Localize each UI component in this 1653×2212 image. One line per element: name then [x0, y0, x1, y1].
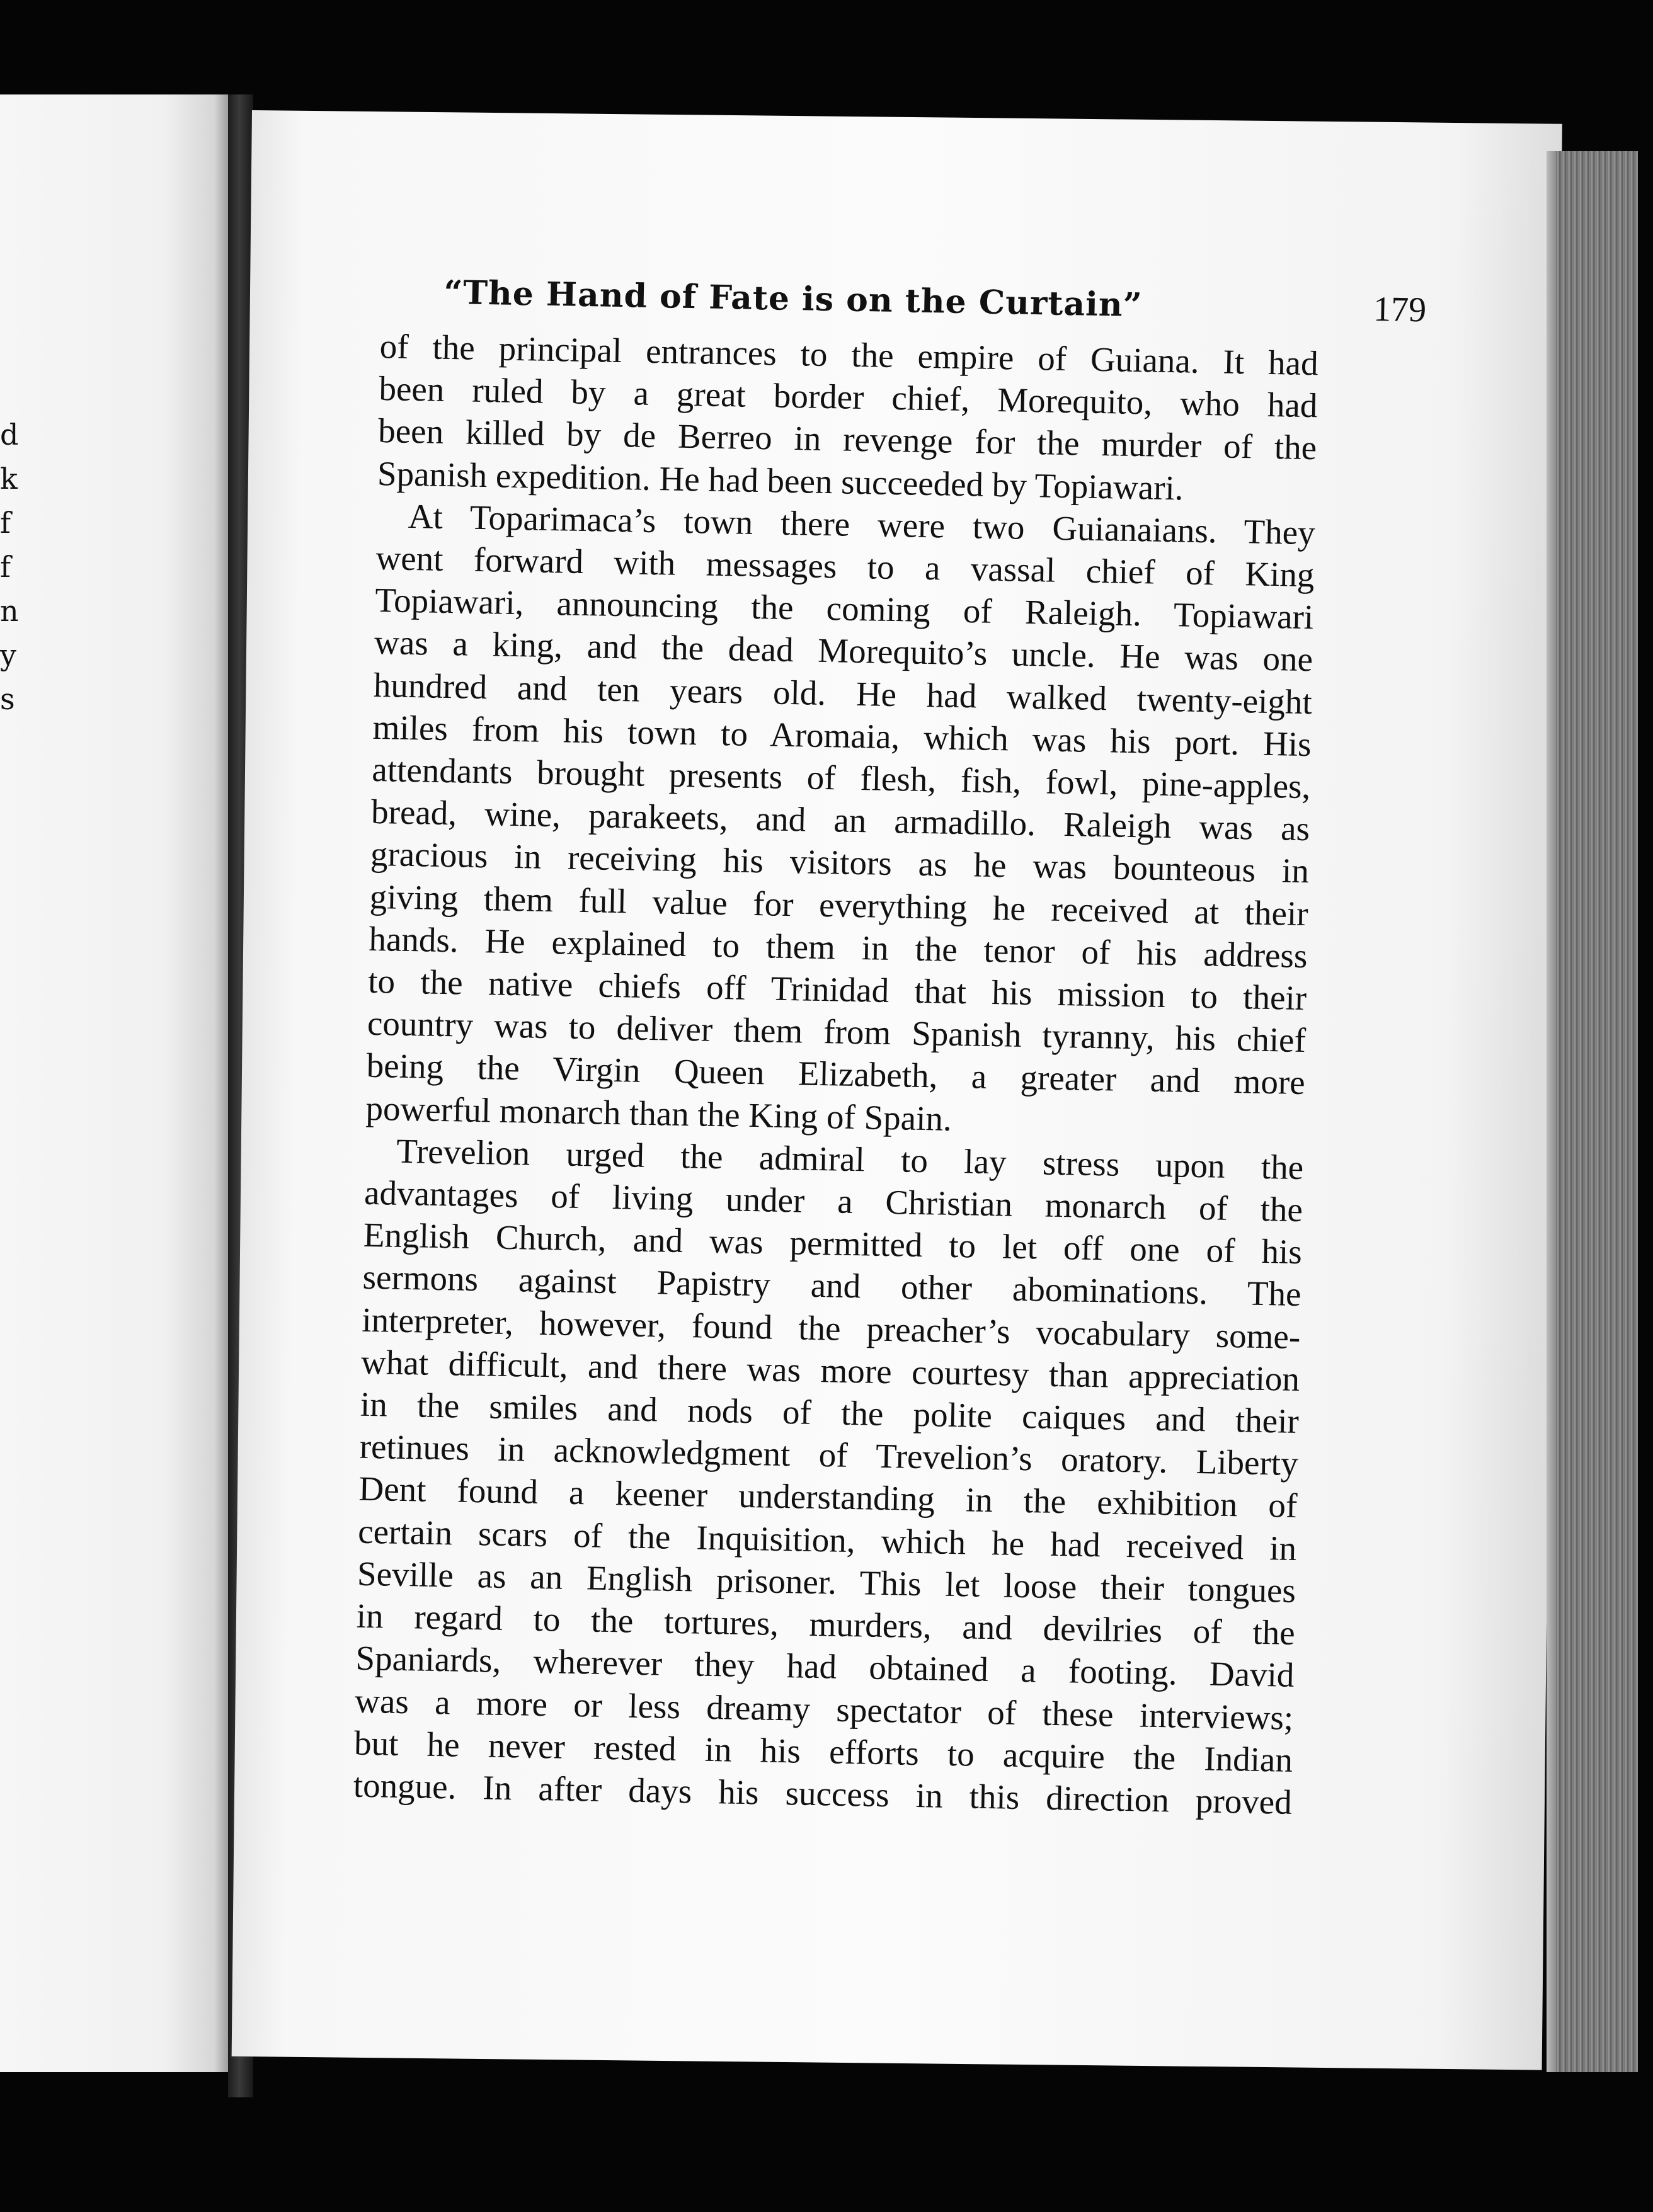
running-title: “The Hand of Fate is on the Curtain”	[443, 273, 1143, 325]
text-line: hundred and ten years old. He had walked twenty-eight	[373, 665, 1313, 721]
text-line: certain scars of the Inquisition, which he had received in	[357, 1512, 1297, 1568]
left-fragment: n	[0, 594, 19, 628]
text-line: country was to deliver them from Spanish tyranny, his chief	[367, 1004, 1307, 1060]
text-line: retinues in acknowledgment of Trevelion’s oratory. Liberty	[359, 1427, 1299, 1483]
text-line: Seville as an English prisoner. This let loose their tongues	[357, 1554, 1296, 1610]
text-line: Spanish expedition. He had been succeeded by Topiawari.	[377, 453, 1184, 507]
text-line: powerful monarch than the King of Spain.	[365, 1088, 952, 1138]
text-line: Trevelion urged the admiral to lay stress upon the	[396, 1131, 1304, 1187]
page-text-block	[353, 271, 1427, 1824]
text-line: been ruled by a great border chief, Morequito, who had	[379, 369, 1318, 425]
left-facing-page	[0, 94, 233, 2072]
text-line: in the smiles and nods of the polite caiques and their	[360, 1384, 1300, 1441]
text-line: in regard to the tortures, murders, and devilries of the	[356, 1596, 1296, 1653]
text-line: sermons against Papistry and other abominations. The	[362, 1258, 1302, 1314]
text-line: was a more or less dreamy spectator of these interviews;	[354, 1681, 1294, 1737]
left-page-text-fragments	[0, 413, 19, 721]
text-line: attendants brought presents of flesh, fish, fowl, pine-apples,	[371, 750, 1311, 806]
body-text	[353, 325, 1363, 1824]
left-fragment: k	[0, 462, 18, 496]
text-line: been killed by de Berreo in revenge for the murder of the	[377, 411, 1317, 467]
text-line: Topiawari, announcing the coming of Raleigh. Topiawari	[374, 581, 1314, 637]
text-line: English Church, and was permitted to let off one of his	[363, 1216, 1303, 1272]
text-line: being the Virgin Queen Elizabeth, a greater and more	[366, 1046, 1306, 1102]
text-line: advantages of living under a Christian monarch of the	[363, 1173, 1303, 1229]
text-line: what difficult, and there was more courtesy than appreciation	[360, 1342, 1300, 1398]
left-fragment: f	[0, 550, 11, 584]
text-line: but he never rested in his efforts to acquire the Indian	[353, 1723, 1293, 1779]
book-page-edges	[1556, 151, 1638, 2072]
text-line: went forward with messages to a vassal chief of King	[375, 538, 1315, 595]
text-line: was a king, and the dead Morequito’s uncle. He was one	[374, 623, 1313, 679]
text-line: giving them full value for everything he received at their	[369, 877, 1309, 933]
page-number: 179	[1373, 289, 1427, 330]
left-fragment: y	[0, 638, 16, 672]
left-fragment: d	[0, 418, 19, 452]
text-line: tongue. In after days his success in this direction proved	[353, 1765, 1293, 1821]
text-line: hands. He explained to them in the tenor of his address	[369, 919, 1308, 975]
text-line: bread, wine, parakeets, and an armadillo. Raleigh was as	[370, 792, 1310, 848]
left-fragment: s	[0, 682, 15, 716]
text-line: interpreter, however, found the preacher’s vocabulary some-	[361, 1300, 1301, 1356]
text-line: gracious in receiving his visitors as he was bounteous in	[370, 835, 1310, 891]
text-line: miles from his town to Aromaia, which was his port. His	[372, 707, 1312, 764]
text-line: of the principal entrances to the empire of Guiana. It had	[379, 326, 1319, 383]
text-line: Dent found a keener understanding in the exhibition of	[358, 1469, 1298, 1525]
left-fragment: f	[0, 506, 11, 540]
text-line: At Toparimaca’s town there were two Guianaians. They	[408, 496, 1316, 552]
text-line: Spaniards, wherever they had obtained a footing. David	[355, 1638, 1295, 1695]
text-line: to the native chiefs off Trinidad that his mission to their	[367, 961, 1307, 1018]
